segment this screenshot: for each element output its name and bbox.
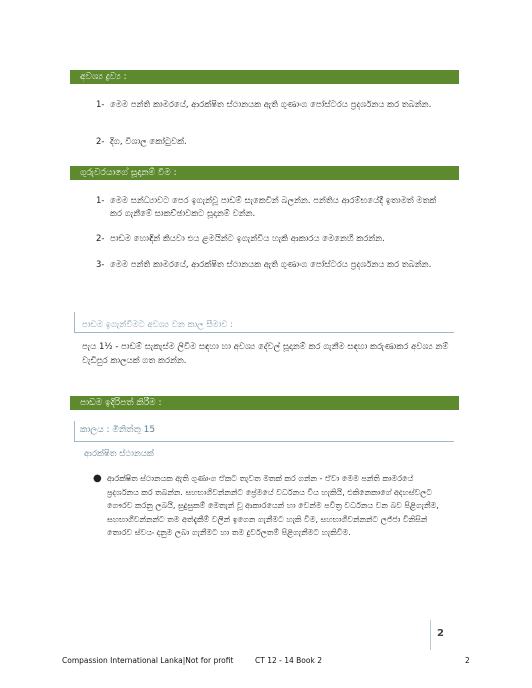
item-number: 2-: [96, 137, 105, 147]
item-text: මෙම සන්ධ්‍යාවට පෙර ඉගැන්වූ පාඩම් සැකෙවින් බලන්න. පන්තිය ආරම්භයේදී ඉතාමත් මතක් කර ගැනීමේ සාකච්ඡාවකට සූදානම් වන්න.: [110, 196, 437, 219]
item-number: 1-: [96, 196, 105, 206]
intro-time: කාලය : මිනිත්තු 15: [80, 425, 156, 435]
item-number: 2-: [96, 234, 105, 244]
intro-subheading: ආරක්ෂිත ස්ථානයක්: [84, 449, 154, 459]
item-number: 3-: [96, 260, 105, 270]
item-text: පාඩම හොඳින් කියවා එය ළමයින්ට ඉගැන්විය හැකි ආකාරය මෙනෙහි කරන්න.: [110, 234, 385, 244]
page-number: 2: [437, 628, 444, 639]
section-header-intro: පාඩම ඉදිරිපත් කිරීම :: [70, 396, 459, 410]
item-text: මෙම පන්ති කාමරයේ, ආරක්ෂිත ස්ථානයක ඇති ගුණාංග පෝස්ටරය ප්‍රදර්ශනය කර තබන්න.: [110, 100, 432, 110]
time-limit-text: පැය 1½ - පාඩම් සැකැස්ම ලිවීම සඳහා හා අවශ්‍ය දේවල් සූදානම් කර ගැනීම සඳහා කරුණාකර අවශ්‍ය නම් වැඩිපුර කාලයක් ගත කරන්න.: [82, 342, 449, 366]
bullet-icon: ●: [93, 473, 102, 484]
footer-page: 2: [465, 656, 470, 665]
footer-code: CT 12 - 14 Book 2: [255, 656, 322, 665]
section-header-materials: අවශ්‍ය ද්‍රව්‍ය :: [70, 70, 459, 84]
time-limit-heading: පාඩම ඉගැන්වීමට අවශ්‍ය වන කාල සීමාව :: [82, 320, 234, 330]
intro-bullet-text: ආරක්ෂිත ස්ථානයක ඇති ගුණාංග ඒකට තැවත මතක් කර ගන්න - ඒවා මෙම පන්ති කාමරයේ ප්‍රදර්ශනය කර තබන්න. සහභාගිවන්නන්ට ප්‍රේමයේ වර්ධනය වීය හැකියි, එකිනෙකාගේ අදහස්වලට ගෞරව කරනු ලබයි, සුදුසුකම් මෙතැන් වූ ආකාරයෙන් හා වෙන්ම පවිත්‍ර වර්ධනය වන බව පිළිගැනීම, සහභාගීවන්නන්ට තම අත්දැකීම් වලින් ඉගෙන ගැනීමට හැකි වීම, සහභාගීවන්නන්ට ලජ්ජා විනිසින් තොරව ස්වයං දනුම ලබා ගැනීමට හා තම දුර්වලතම් පිළිගැනීමට හැකිවීම.: [107, 474, 439, 537]
item-text: දිග, විශාල කෝටුවක්.: [110, 137, 187, 147]
page-number-frame: [430, 620, 459, 650]
item-number: 1-: [96, 100, 105, 110]
item-text: මෙම පන්ති කාමරයේ, ආරක්ෂිත ස්ථානයක ඇති ගුණාංග පෝස්ටරය ප්‍රදර්ශනය කර තබන්න.: [110, 260, 432, 270]
footer-org: Compassion International Lanka|Not for profit: [62, 656, 234, 665]
section-header-teacher-prep: ගුරුවරයාගේ සූදානම් වීම :: [70, 166, 459, 180]
